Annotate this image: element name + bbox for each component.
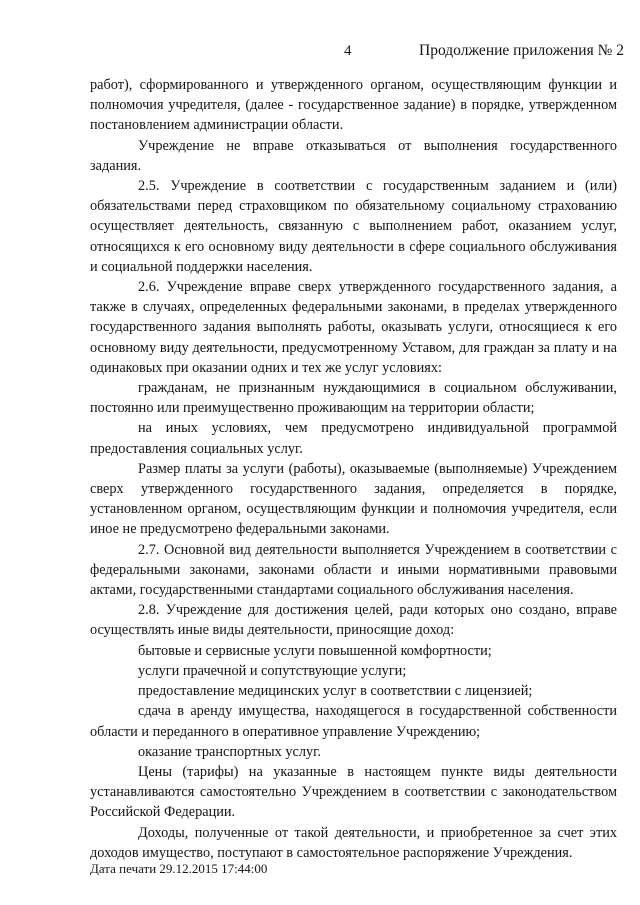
document-body xyxy=(90,75,617,863)
appendix-continuation-title: Продолжение приложения № 2 xyxy=(419,42,624,59)
page-number: 4 xyxy=(344,43,352,59)
list-item-lease: сдача в аренду имущества, находящегося в государственной собственности области и переданного в оперативное управление Учреждению; xyxy=(90,703,617,740)
list-item-citizens: гражданам, не признанным нуждающимися в социальном обслуживании, постоянно или преимущественно проживающим на территории области; xyxy=(90,380,617,417)
list-item-other-conditions: на иных условиях, чем предусмотрено индивидуальной программой предоставления социальных услуг. xyxy=(90,420,617,457)
paragraph-no-refusal: Учреждение не вправе отказываться от выполнения государственного задания. xyxy=(90,137,617,174)
list-item-household-services: бытовые и сервисные услуги повышенной комфортности; xyxy=(138,642,492,659)
paragraph-2-5: 2.5. Учреждение в соответствии с государственным заданием и (или) обязательствами перед страховщиком по обязательному социальному страхованию осуществляет деятельность, связанную с выполнением работ, оказанием услуг, относящихся к его основному виду деятельности в сфере социального обслуживания и социальной поддержки населения. xyxy=(90,178,617,275)
print-date-footer: Дата печати 29.12.2015 17:44:00 xyxy=(90,861,268,876)
list-item-transport: оказание транспортных услуг. xyxy=(138,743,321,760)
list-item-medical: предоставление медицинских услуг в соответствии с лицензией; xyxy=(138,683,533,700)
paragraph-continuation: работ), сформированного и утвержденного органом, осуществляющим функции и полномочия учредителя, (далее - государственное задание) в порядке, утвержденном постановлением администрации области. xyxy=(90,77,617,134)
paragraph-2-6: 2.6. Учреждение вправе сверх утвержденного государственного задания, а также в случаях, определенных федеральными законами, в пределах утвержденного государственного задания выполнять работы, оказывать услуги, относящиеся к его основному виду деятельности, предусмотренному Уставом, для граждан за плату и на одинаковых при оказании одних и тех же услуг условиях: xyxy=(90,279,617,376)
paragraph-fee-amount: Размер платы за услуги (работы), оказываемые (выполняемые) Учреждением сверх утвержденного государственного задания, определяется в порядке, установленном органом, осуществляющим функции и полномочия учредителя, если иное не предусмотрено федеральными законами. xyxy=(90,460,617,538)
list-item-laundry: услуги прачечной и сопутствующие услуги; xyxy=(138,662,407,679)
paragraph-2-7: 2.7. Основной вид деятельности выполняется Учреждением в соответствии с федеральными законами, законами области и иными нормативными правовыми актами, государственными стандартами социального обслуживания населения. xyxy=(90,541,617,599)
page-header xyxy=(0,41,640,63)
paragraph-income: Доходы, полученные от такой деятельности, и приобретенное за счет этих доходов имущество, поступают в самостоятельное распоряжение Учреждения. xyxy=(90,824,617,861)
paragraph-prices: Цены (тарифы) на указанные в настоящем пункте виды деятельности устанавливаются самостоятельно Учреждением в соответствии с законодательством Российской Федерации. xyxy=(90,763,617,821)
paragraph-2-8: 2.8. Учреждение для достижения целей, ради которых оно создано, вправе осуществлять иные виды деятельности, приносящие доход: xyxy=(90,602,617,639)
